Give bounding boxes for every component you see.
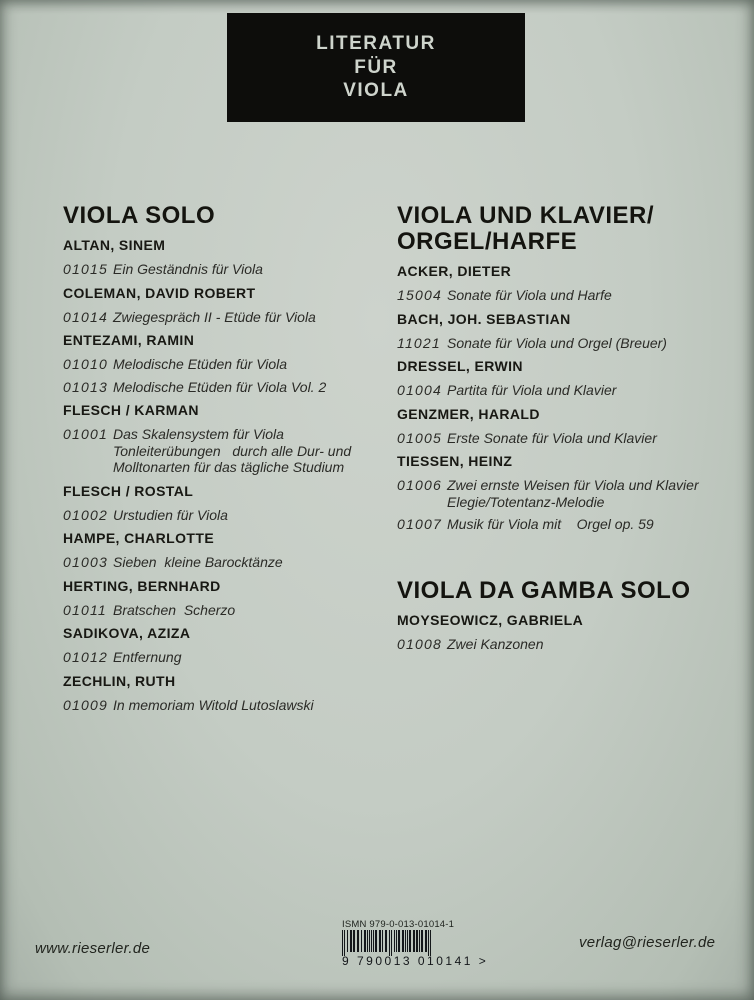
composer-name: ACKER, DIETER — [397, 263, 512, 279]
work-entry — [397, 516, 732, 533]
catalog-column-left — [63, 203, 383, 719]
catalog-number: 01001 — [63, 426, 108, 442]
work-entry — [63, 426, 383, 476]
composer-name: COLEMAN, DAVID ROBERT — [63, 284, 256, 301]
title-line-3: VIOLA — [343, 80, 409, 102]
title-box — [227, 13, 525, 122]
composer-name: MOYSEOWICZ, GABRIELA — [397, 611, 584, 628]
publisher-website: www.rieserler.de — [35, 940, 151, 957]
catalog-number: 01002 — [63, 506, 108, 523]
work-entry — [63, 507, 383, 524]
work-title: In memoriam Witold Lutoslawski — [113, 696, 314, 713]
composer-name: HAMPE, CHARLOTTE — [63, 530, 215, 546]
catalog-number: 01005 — [397, 429, 442, 446]
catalog-number: 01006 — [397, 477, 442, 493]
barcode-bars — [342, 930, 464, 956]
catalog-number: 15004 — [397, 287, 442, 303]
work-title: Das Skalensystem für Viola Tonleiterübungen durch alle Dur- und Molltonarten für das tägliche Studium — [113, 426, 352, 475]
work-title: Musik für Viola mit Orgel op. 59 — [447, 516, 654, 532]
work-title: Melodische Etüden für Viola Vol. 2 — [113, 378, 327, 395]
work-title: Zwei Kanzonen — [447, 635, 544, 652]
work-entry — [63, 554, 383, 571]
composer-name: GENZMER, HARALD — [397, 405, 540, 422]
work-entry — [63, 379, 383, 396]
title-line-1: LITERATUR — [316, 33, 436, 55]
section-heading: VIOLA DA GAMBA SOLO — [397, 576, 691, 604]
work-entry — [63, 356, 383, 373]
composer-name: BACH, JOH. SEBASTIAN — [397, 310, 571, 327]
work-entry — [63, 649, 383, 666]
work-title: Melodische Etüden für Viola — [113, 356, 288, 372]
catalog-number: 01007 — [397, 516, 442, 532]
work-title: Erste Sonate für Viola und Klavier — [447, 429, 657, 446]
work-entry — [397, 430, 732, 447]
catalog-number: 01010 — [63, 356, 108, 372]
work-entry — [397, 287, 732, 304]
work-title: Sieben kleine Barocktänze — [113, 554, 283, 570]
section-heading: VIOLA UND KLAVIER/ ORGEL/HARFE — [397, 202, 655, 255]
work-entry — [63, 261, 383, 278]
catalog-number: 01008 — [397, 635, 442, 652]
work-entry — [397, 382, 732, 399]
catalog-number: 01013 — [63, 378, 108, 395]
catalog-section — [63, 203, 383, 713]
work-title: Sonate für Viola und Harfe — [447, 287, 612, 303]
composer-name: ALTAN, SINEM — [63, 237, 166, 253]
work-entry — [397, 636, 732, 653]
work-title: Entfernung — [113, 649, 182, 665]
work-title: Bratschen Scherzo — [113, 601, 236, 618]
work-title: Urstudien für Viola — [113, 506, 228, 523]
work-title: Ein Geständnis für Viola — [113, 261, 263, 277]
section-heading: VIOLA SOLO — [63, 202, 216, 229]
work-title: Sonate für Viola und Orgel (Breuer) — [447, 334, 667, 351]
work-entry — [63, 309, 383, 326]
work-entry — [397, 335, 732, 352]
work-title: Zwei ernste Weisen für Viola und Klavier Elegie/Totentanz-Melodie — [447, 477, 699, 510]
composer-name: TIESSEN, HEINZ — [397, 453, 513, 469]
composer-name: ENTEZAMI, RAMIN — [63, 332, 195, 348]
barcode-digit-string: 9 790013 010141 — [342, 954, 473, 968]
composer-name: SADIKOVA, AZIZA — [63, 625, 191, 641]
catalog-number: 01004 — [397, 382, 442, 398]
composer-name: DRESSEL, ERWIN — [397, 358, 523, 374]
catalog-number: 11021 — [397, 334, 441, 351]
work-entry — [397, 477, 732, 510]
catalog-number: 01012 — [63, 649, 108, 665]
catalog-number: 01014 — [63, 308, 108, 325]
composer-name: FLESCH / ROSTAL — [63, 482, 194, 499]
title-line-2: FÜR — [354, 56, 398, 78]
catalog-column-right — [397, 203, 732, 658]
work-entry — [63, 602, 383, 619]
composer-name: HERTING, BERNHARD — [63, 577, 221, 594]
catalog-section — [397, 578, 732, 653]
barcode-block — [342, 919, 489, 968]
catalog-number: 01015 — [63, 261, 108, 277]
catalog-number: 01003 — [63, 554, 108, 570]
catalog-number: 01011 — [63, 601, 107, 618]
barcode-arrow: > — [478, 954, 489, 968]
catalog-number: 01009 — [63, 696, 108, 713]
work-title: Zwiegespräch II - Etüde für Viola — [113, 308, 316, 325]
composer-name: FLESCH / KARMAN — [63, 402, 199, 418]
catalog-section — [397, 203, 732, 533]
publisher-email: verlag@rieserler.de — [579, 934, 716, 951]
barcode-digits — [342, 954, 489, 968]
ismn-number: ISMN 979-0-013-01014-1 — [342, 919, 455, 930]
work-title: Partita für Viola und Klavier — [447, 382, 617, 398]
work-entry — [63, 697, 383, 714]
composer-name: ZECHLIN, RUTH — [63, 672, 176, 689]
